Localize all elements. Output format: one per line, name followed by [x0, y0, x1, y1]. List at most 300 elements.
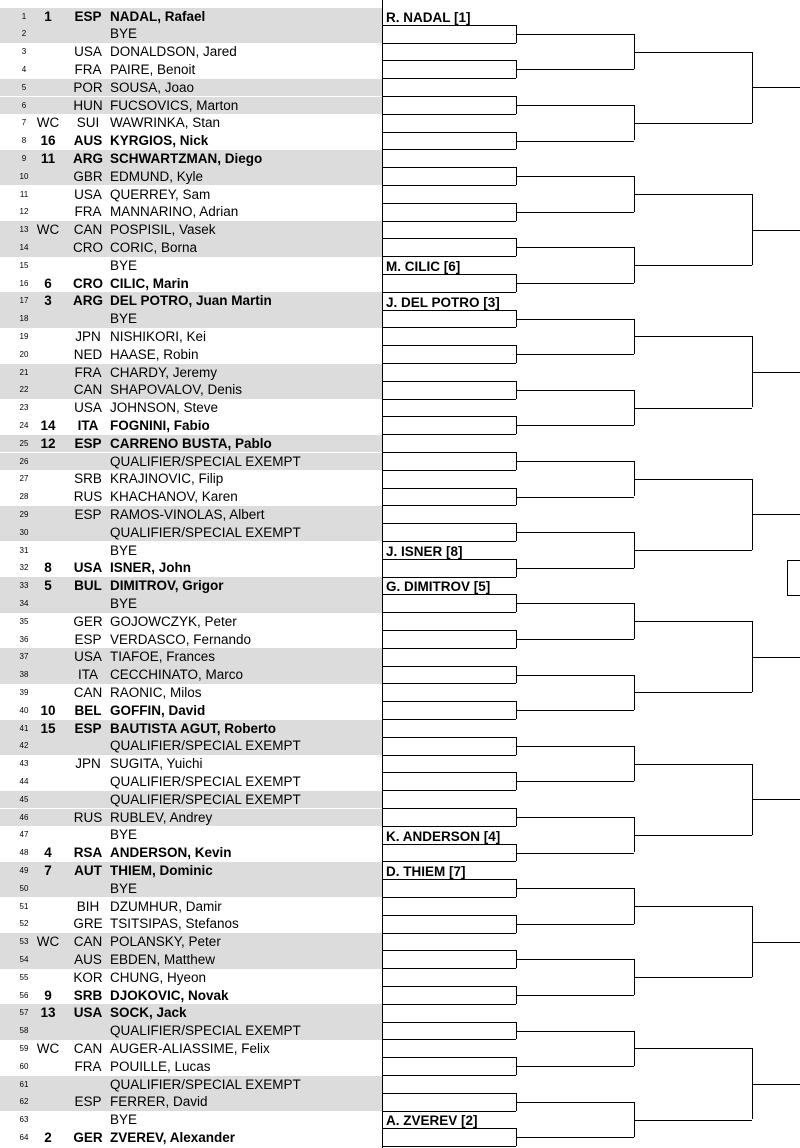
round1-line	[382, 701, 516, 702]
round3-line	[634, 835, 752, 836]
round1-line	[382, 986, 516, 987]
player-name: CECCHINATO, Marco	[110, 667, 244, 683]
draw-row	[0, 791, 382, 809]
draw-position: 13	[19, 225, 29, 235]
round4-line	[752, 87, 800, 88]
draw-row	[0, 595, 382, 613]
draw-row	[0, 844, 382, 862]
round1-line	[382, 915, 516, 916]
round2-line	[516, 212, 634, 213]
draw-row	[0, 506, 382, 524]
player-name: CHARDY, Jeremy	[110, 364, 218, 380]
round1-line	[382, 933, 516, 934]
player-name: KHACHANOV, Karen	[110, 489, 238, 505]
draw-row	[0, 577, 382, 595]
round2-line	[516, 283, 634, 284]
player-name: RAONIC, Milos	[110, 684, 202, 700]
draw-row	[0, 915, 382, 933]
draw-row	[0, 898, 382, 916]
draw-row	[0, 987, 382, 1005]
nationality: USA	[74, 186, 102, 202]
draw-position: 10	[19, 171, 29, 181]
round1-line	[382, 683, 516, 684]
seed: 11	[40, 150, 56, 166]
draw-row	[0, 221, 382, 239]
player-name: SHAPOVALOV, Denis	[110, 382, 243, 398]
draw-position: 38	[19, 670, 29, 680]
draw-position: 9	[21, 153, 27, 163]
advancing-player-label: G. DIMITROV [5]	[386, 579, 491, 595]
draw-row	[0, 292, 382, 310]
player-name: ZVEREV, Alexander	[110, 1129, 236, 1145]
player-name: JOHNSON, Steve	[110, 400, 219, 416]
nationality: FRA	[74, 1058, 102, 1074]
draw-position: 49	[19, 865, 29, 875]
round2-line	[516, 1102, 634, 1103]
draw-position: 28	[19, 492, 29, 502]
seed: 13	[40, 1005, 56, 1021]
draw-position: 14	[19, 242, 29, 252]
draw-row	[0, 542, 382, 560]
round2-line	[516, 995, 634, 996]
player-name: AUGER-ALIASSIME, Felix	[110, 1040, 270, 1056]
draw-row	[0, 310, 382, 328]
round1-line	[382, 968, 516, 969]
draw-row	[0, 43, 382, 61]
draw-position: 3	[21, 47, 27, 57]
nationality: USA	[74, 400, 102, 416]
player-name: RUBLEV, Andrey	[110, 809, 213, 825]
round1-line	[382, 78, 516, 79]
draw-position: 55	[19, 972, 29, 982]
player-name: BYE	[110, 257, 138, 273]
player-name: KRAJINOVIC, Filip	[110, 471, 224, 487]
seed: 8	[44, 560, 52, 576]
draw-position: 54	[19, 954, 29, 964]
player-name: EBDEN, Matthew	[110, 951, 216, 967]
player-name: QUALIFIER/SPECIAL EXEMPT	[110, 453, 301, 469]
round2-line	[516, 710, 634, 711]
seed: WC	[36, 934, 60, 950]
player-name: POSPISIL, Vasek	[110, 222, 216, 238]
round2-line	[516, 781, 634, 782]
round1-line	[382, 1022, 516, 1023]
draw-row	[0, 1040, 382, 1058]
draw-row	[0, 1111, 382, 1129]
seed: 6	[44, 275, 52, 291]
round4-line	[752, 799, 800, 800]
draw-row	[0, 364, 382, 382]
nationality: RSA	[73, 845, 103, 861]
advancing-player-label: K. ANDERSON [4]	[386, 828, 501, 844]
round2-line	[516, 176, 634, 177]
draw-position: 31	[19, 545, 29, 555]
round1-line	[382, 327, 516, 328]
round3-line	[634, 194, 752, 195]
draw-row	[0, 203, 382, 221]
nationality: POR	[73, 79, 103, 95]
seed: 10	[40, 702, 56, 718]
round1-line	[382, 363, 516, 364]
player-name: QUALIFIER/SPECIAL EXEMPT	[110, 1076, 301, 1092]
player-name: QUALIFIER/SPECIAL EXEMPT	[110, 738, 301, 754]
player-name: BYE	[110, 26, 138, 42]
player-name: FERRER, David	[110, 1094, 208, 1110]
seed: 4	[44, 845, 52, 861]
nationality: ESP	[74, 8, 102, 24]
nationality: JPN	[75, 328, 101, 344]
player-name: VERDASCO, Fernando	[110, 631, 252, 647]
nationality: AUT	[74, 862, 102, 878]
round3-line	[634, 906, 752, 907]
player-name: FOGNINI, Fabio	[110, 417, 210, 433]
draw-row	[0, 239, 382, 257]
draw-row	[0, 613, 382, 631]
draw-position: 24	[19, 420, 29, 430]
round4-line	[752, 657, 800, 658]
column-divider	[382, 0, 383, 1148]
round2-line	[516, 746, 634, 747]
round1-line	[382, 1075, 516, 1076]
draw-position: 48	[19, 848, 29, 858]
round3-line	[634, 764, 752, 765]
draw-position: 43	[19, 759, 29, 769]
nationality: NED	[73, 346, 103, 362]
round3-line	[634, 479, 752, 480]
player-name: SUGITA, Yuichi	[110, 756, 203, 772]
round1-line	[382, 612, 516, 613]
nationality: CAN	[73, 1040, 103, 1056]
nationality: USA	[73, 1005, 103, 1021]
nationality: ESP	[74, 435, 102, 451]
draw-position: 50	[19, 883, 29, 893]
round2-line	[516, 817, 634, 818]
draw-row	[0, 702, 382, 720]
draw-row	[0, 666, 382, 684]
draw-position: 4	[21, 64, 27, 74]
draw-row	[0, 346, 382, 364]
draw-position: 47	[19, 830, 29, 840]
round2-line	[516, 959, 634, 960]
draw-row	[0, 862, 382, 880]
draw-row	[0, 97, 382, 115]
draw-row	[0, 399, 382, 417]
round1-line	[382, 132, 516, 133]
round4-line	[752, 514, 800, 515]
player-name: QUALIFIER/SPECIAL EXEMPT	[110, 524, 301, 540]
draw-position: 57	[19, 1008, 29, 1018]
draw-position: 34	[19, 598, 29, 608]
draw-position: 60	[19, 1061, 29, 1071]
round2-line	[516, 924, 634, 925]
round4-line	[752, 230, 800, 231]
draw-row	[0, 168, 382, 186]
player-name: POLANSKY, Peter	[110, 934, 221, 950]
round3-line	[634, 52, 752, 53]
round1-line	[382, 238, 516, 239]
draw-position: 30	[19, 527, 29, 537]
advancing-player-label: D. THIEM [7]	[386, 864, 466, 880]
draw-row	[0, 720, 382, 738]
seed: 16	[40, 133, 56, 149]
player-name: ANDERSON, Kevin	[110, 845, 232, 861]
player-name: GOJOWCZYK, Peter	[110, 613, 237, 629]
round1-line	[382, 488, 516, 489]
round2-line	[516, 568, 634, 569]
player-name: BYE	[110, 311, 138, 327]
draw-row	[0, 1058, 382, 1076]
draw-position: 39	[19, 687, 29, 697]
player-name: DJOKOVIC, Novak	[110, 987, 229, 1003]
round1-line	[382, 1093, 516, 1094]
draw-position: 51	[19, 901, 29, 911]
round1-line	[382, 470, 516, 471]
seed: 14	[40, 417, 56, 433]
round1-line	[382, 505, 516, 506]
draw-row	[0, 631, 382, 649]
round2-line	[516, 390, 634, 391]
player-name: POUILLE, Lucas	[110, 1058, 211, 1074]
player-name: BYE	[110, 827, 138, 843]
round2-line	[516, 1137, 634, 1138]
player-name: CHUNG, Hyeon	[110, 969, 207, 985]
player-name: PAIRE, Benoit	[110, 61, 196, 77]
round1-line	[382, 790, 516, 791]
seed: 2	[44, 1129, 52, 1145]
draw-row	[0, 435, 382, 453]
nationality: BIH	[76, 898, 100, 914]
draw-position: 20	[19, 349, 29, 359]
round1-line	[382, 345, 516, 346]
nationality: KOR	[73, 969, 103, 985]
nationality: ITA	[78, 667, 98, 683]
draw-position: 25	[19, 438, 29, 448]
draw-row	[0, 1076, 382, 1094]
nationality: AUS	[74, 951, 102, 967]
draw-row	[0, 559, 382, 577]
seed: WC	[36, 115, 60, 131]
nationality: CAN	[73, 934, 103, 950]
advancing-player-label: M. CILIC [6]	[386, 259, 461, 274]
round2-line	[516, 853, 634, 854]
draw-position: 15	[19, 260, 29, 270]
draw-position: 12	[19, 207, 29, 217]
player-name: EDMUND, Kyle	[110, 168, 204, 184]
player-name: BYE	[110, 1112, 138, 1128]
draw-position: 40	[19, 705, 29, 715]
player-name: BYE	[110, 542, 138, 558]
round1-line	[382, 577, 516, 578]
round2-line	[516, 354, 634, 355]
draw-position: 19	[19, 331, 29, 341]
draw-position: 21	[19, 367, 29, 377]
round1-line	[382, 185, 516, 186]
draw-row	[0, 150, 382, 168]
nationality: BUL	[74, 578, 102, 594]
draw-position: 46	[19, 812, 29, 822]
seed: 1	[44, 8, 52, 24]
nationality: ESP	[74, 720, 102, 736]
draw-row	[0, 648, 382, 666]
draw-position: 23	[19, 403, 29, 413]
nationality: GRE	[73, 916, 103, 932]
draw-row	[0, 826, 382, 844]
round1-line	[382, 114, 516, 115]
round1-line	[382, 648, 516, 649]
round3-line	[634, 977, 752, 978]
player-name: KYRGIOS, Nick	[110, 133, 209, 149]
round1-line	[382, 416, 516, 417]
player-name: BYE	[110, 880, 138, 896]
round2-line	[516, 532, 634, 533]
round1-line	[382, 826, 516, 827]
round1-line	[382, 60, 516, 61]
round1-line	[382, 666, 516, 667]
player-name: TIAFOE, Frances	[110, 649, 216, 665]
draw-position: 45	[19, 794, 29, 804]
nationality: GER	[73, 613, 103, 629]
nationality: USA	[74, 649, 102, 665]
draw-position: 44	[19, 776, 29, 786]
round1-line	[382, 452, 516, 453]
round2-line	[516, 141, 634, 142]
round3-line	[634, 265, 752, 266]
round2-line	[516, 888, 634, 889]
draw-row	[0, 114, 382, 132]
draw-row	[0, 1129, 382, 1147]
round1-line	[382, 861, 516, 862]
draw-position: 6	[21, 100, 27, 110]
player-name: QUALIFIER/SPECIAL EXEMPT	[110, 773, 301, 789]
nationality: ESP	[74, 1094, 102, 1110]
nationality: HUN	[73, 97, 103, 113]
player-name: QUALIFIER/SPECIAL EXEMPT	[110, 1023, 301, 1039]
nationality: SRB	[74, 471, 102, 487]
draw-row	[0, 933, 382, 951]
draw-position: 5	[21, 82, 27, 92]
player-name: TSITSIPAS, Stefanos	[110, 916, 239, 932]
round1-line	[382, 719, 516, 720]
nationality: FRA	[74, 364, 102, 380]
draw-row	[0, 880, 382, 898]
nationality: SRB	[73, 987, 103, 1003]
nationality: CAN	[73, 222, 103, 238]
nationality: CRO	[73, 275, 103, 291]
nationality: RUS	[73, 809, 103, 825]
player-name: HAASE, Robin	[110, 346, 199, 362]
player-name: BYE	[110, 595, 138, 611]
nationality: BEL	[74, 702, 102, 718]
round1-line	[382, 256, 516, 257]
advancing-player-label: A. ZVEREV [2]	[386, 1113, 478, 1129]
draw-row	[0, 132, 382, 150]
player-name: QUERREY, Sam	[110, 186, 211, 202]
nationality: ARG	[73, 150, 103, 166]
round1-line	[382, 1039, 516, 1040]
nationality: ESP	[74, 506, 102, 522]
nationality: JPN	[75, 756, 101, 772]
draw-row	[0, 684, 382, 702]
round3-line	[634, 1048, 752, 1049]
round3-line	[634, 408, 752, 409]
seed: WC	[36, 1040, 60, 1056]
player-name: THIEM, Dominic	[110, 862, 213, 878]
round1-line	[382, 43, 516, 44]
player-name: DZUMHUR, Damir	[110, 898, 222, 914]
round1-line	[382, 808, 516, 809]
seed: 9	[44, 987, 52, 1003]
draw-position: 18	[19, 314, 29, 324]
draw-position: 22	[19, 385, 29, 395]
round4-line	[752, 372, 800, 373]
player-name: BAUTISTA AGUT, Roberto	[110, 720, 276, 736]
nationality: ESP	[74, 631, 102, 647]
round3-line	[634, 123, 752, 124]
round1-line	[382, 1111, 516, 1112]
draw-row	[0, 969, 382, 987]
draw-position: 61	[19, 1079, 29, 1089]
round2-line	[516, 603, 634, 604]
round1-line	[382, 630, 516, 631]
player-name: WAWRINKA, Stan	[110, 115, 221, 131]
draw-position: 41	[19, 723, 29, 733]
nationality: ITA	[77, 417, 99, 433]
nationality: USA	[73, 560, 103, 576]
round1-line	[382, 203, 516, 204]
nationality: ARG	[73, 293, 103, 309]
player-name: DONALDSON, Jared	[110, 44, 237, 60]
round1-line	[382, 381, 516, 382]
nationality: FRA	[74, 61, 102, 77]
round1-line	[382, 541, 516, 542]
draw-row	[0, 809, 382, 827]
seed: 12	[40, 435, 56, 451]
nationality: CAN	[73, 684, 103, 700]
draw-position: 27	[19, 474, 29, 484]
player-name: CORIC, Borna	[110, 239, 198, 255]
draw-position: 29	[19, 509, 29, 519]
player-name: CILIC, Marin	[110, 275, 189, 291]
nationality: GER	[73, 1129, 103, 1145]
draw-row	[0, 755, 382, 773]
round1-line	[382, 96, 516, 97]
draw-row	[0, 1093, 382, 1111]
round2-line	[516, 497, 634, 498]
draw-position: 17	[19, 296, 29, 306]
round3-line	[634, 336, 752, 337]
draw-position: 58	[19, 1026, 29, 1036]
draw-row	[0, 524, 382, 542]
draw-position: 2	[21, 29, 27, 39]
nationality: CRO	[73, 239, 103, 255]
draw-row	[0, 951, 382, 969]
draw-position: 64	[19, 1132, 29, 1142]
draw-position: 53	[19, 937, 29, 947]
player-name: MANNARINO, Adrian	[110, 204, 239, 220]
nationality: RUS	[73, 489, 103, 505]
draw-row	[0, 1004, 382, 1022]
round3-line	[634, 692, 752, 693]
draw-position: 33	[19, 581, 29, 591]
round1-line	[382, 523, 516, 524]
draw-position: 56	[19, 990, 29, 1000]
round1-line	[382, 1004, 516, 1005]
draw-position: 8	[21, 136, 27, 146]
draw-position: 36	[19, 634, 29, 644]
draw-row	[0, 417, 382, 435]
draw-position: 42	[19, 741, 29, 751]
seed: 15	[40, 720, 56, 736]
